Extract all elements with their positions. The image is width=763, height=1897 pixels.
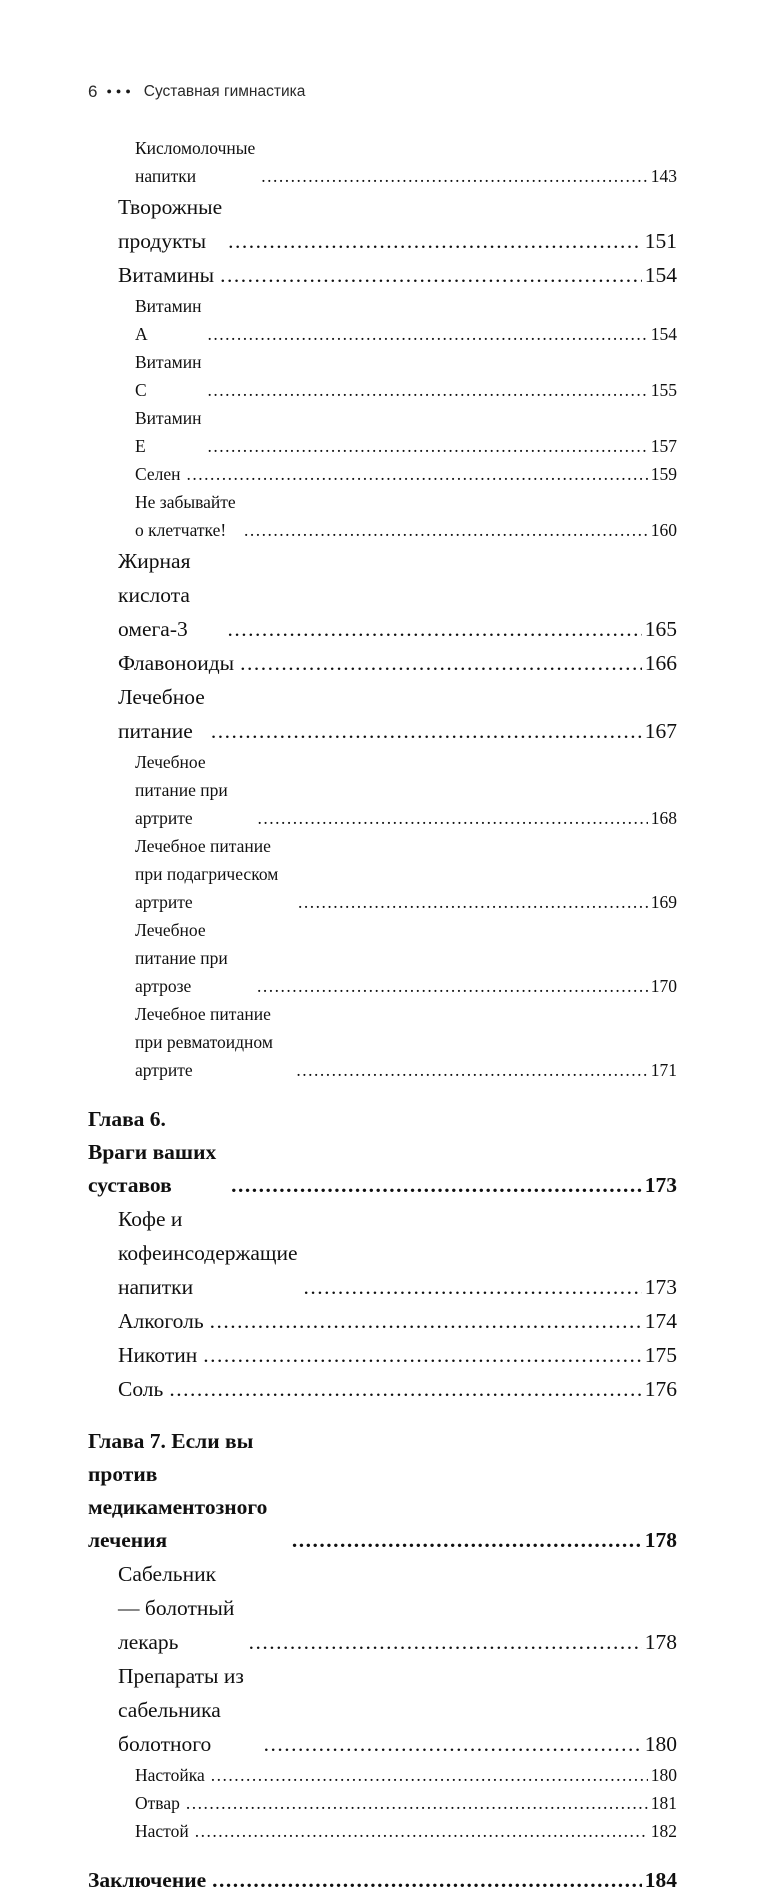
toc-leader-dots	[257, 972, 648, 1000]
toc-page-number: 180	[644, 1732, 677, 1756]
toc-item	[118, 1372, 677, 1406]
toc-page-number: 175	[644, 1343, 677, 1367]
toc-leader-dots	[210, 1304, 642, 1338]
toc-page-number: 178	[644, 1528, 677, 1552]
toc-leader-dots	[228, 224, 642, 258]
toc-item	[135, 916, 677, 1000]
toc-page-number: 154	[650, 324, 677, 344]
toc-item-title: Кисломолочные напитки	[135, 138, 256, 186]
toc-item-title: Витамин Е	[135, 408, 202, 456]
header-page-number: 6	[88, 82, 98, 101]
toc-leader-dots	[187, 460, 648, 488]
toc-page-number: 173	[644, 1275, 677, 1299]
toc-item	[118, 258, 677, 292]
toc-leader-dots	[231, 1169, 642, 1202]
toc-item	[135, 1789, 677, 1817]
toc-item-title: Глава 6. Враги ваших суставов	[88, 1107, 217, 1197]
toc-item	[135, 1761, 677, 1789]
toc-page-number: 143	[650, 166, 677, 186]
toc-item-title: Лечебное питание при подагрическом артрите	[135, 836, 279, 912]
toc-page-number: 184	[644, 1868, 677, 1892]
toc-leader-dots	[207, 320, 647, 348]
toc-item	[135, 1000, 677, 1084]
toc-item	[135, 292, 677, 348]
toc-item	[118, 646, 677, 680]
toc-item	[135, 134, 677, 190]
toc-item	[118, 1557, 677, 1659]
toc-item	[135, 748, 677, 832]
toc-leader-dots	[211, 1761, 648, 1789]
toc-leader-dots	[169, 1372, 641, 1406]
toc-item	[118, 1202, 677, 1304]
toc-item-title: Лечебное питание при артрите	[135, 752, 228, 828]
toc-leader-dots	[296, 1056, 647, 1084]
toc-item	[135, 488, 677, 544]
toc-page-number: 157	[650, 436, 677, 456]
toc-leader-dots	[240, 646, 642, 680]
toc-page-number: 171	[650, 1060, 677, 1080]
toc-page-number: 170	[650, 976, 677, 996]
toc-leader-dots	[207, 376, 647, 404]
header-bullets-icon: ●●●	[106, 85, 135, 96]
toc-page-number: 168	[650, 808, 677, 828]
toc-item-title: Препараты из сабельника болотного	[118, 1664, 244, 1756]
toc-item-title: Витамин С	[135, 352, 202, 400]
toc-page-number: 174	[644, 1309, 677, 1333]
toc-item-title: Лечебное питание	[118, 685, 205, 743]
running-title: Суставная гимнастика	[143, 83, 306, 100]
toc-leader-dots	[249, 1625, 642, 1659]
toc-page-number: 159	[650, 464, 677, 484]
toc-item	[118, 1659, 677, 1761]
toc-item-title: Соль	[118, 1377, 164, 1401]
toc-page-number: 180	[650, 1765, 677, 1785]
toc-leader-dots	[212, 1864, 642, 1897]
toc-page-number: 151	[644, 229, 677, 253]
toc-item-title: Флавоноиды	[118, 651, 235, 675]
toc-item	[118, 544, 677, 646]
toc-item-title: Кофе и кофеинсодержащие напитки	[118, 1207, 298, 1299]
toc-item-title: Отвар	[135, 1793, 180, 1813]
toc-page-number: 178	[644, 1630, 677, 1654]
toc-item	[88, 1425, 677, 1557]
toc-leader-dots	[207, 432, 647, 460]
toc-leader-dots	[258, 804, 648, 832]
toc-page-number: 160	[650, 520, 677, 540]
toc-leader-dots	[244, 516, 648, 544]
toc-page-number: 169	[650, 892, 677, 912]
toc-leader-dots	[227, 612, 641, 646]
toc-page-number: 181	[650, 1793, 677, 1813]
toc-leader-dots	[195, 1817, 648, 1845]
toc-leader-dots	[203, 1338, 641, 1372]
toc-item-title: Лечебное питание при ревматоидном артрите	[135, 1004, 273, 1080]
toc-page-number: 154	[644, 263, 677, 287]
toc-item-title: Алкоголь	[118, 1309, 204, 1333]
toc-item	[88, 1864, 677, 1897]
toc-page-number: 176	[644, 1377, 677, 1401]
toc-item	[135, 460, 677, 488]
toc-leader-dots	[211, 714, 642, 748]
toc-item	[118, 680, 677, 748]
toc-page-number: 155	[650, 380, 677, 400]
toc-item-title: Глава 7. Если вы против медикаментозного лечения	[88, 1429, 268, 1552]
toc-item-title: Лечебное питание при артрозе	[135, 920, 228, 996]
toc-item-title: Настой	[135, 1821, 189, 1841]
toc-item	[88, 1103, 677, 1202]
toc-leader-dots	[304, 1270, 642, 1304]
toc-leader-dots	[264, 1727, 642, 1761]
toc-page-number: 167	[644, 719, 677, 743]
toc-item-title: Творожные продукты	[118, 195, 223, 253]
toc-item	[118, 1304, 677, 1338]
toc-item-title: Настойка	[135, 1765, 205, 1785]
toc-item-title: Селен	[135, 464, 181, 484]
toc-item-title: Не забывайте о клетчатке!	[135, 492, 236, 540]
running-header	[88, 82, 677, 102]
toc-item-title: Никотин	[118, 1343, 198, 1367]
toc-item	[135, 1817, 677, 1845]
toc-page-number: 166	[644, 651, 677, 675]
toc-leader-dots	[220, 258, 642, 292]
toc-page-number: 165	[644, 617, 677, 641]
toc-item-title: Сабельник — болотный лекарь	[118, 1562, 235, 1654]
toc-item	[118, 190, 677, 258]
table-of-contents	[88, 134, 677, 1897]
toc-item	[135, 348, 677, 404]
toc-item-title: Витамины	[118, 263, 215, 287]
toc-leader-dots	[298, 888, 648, 916]
toc-leader-dots	[186, 1789, 648, 1817]
toc-leader-dots	[261, 162, 647, 190]
toc-item-title: Заключение	[88, 1868, 207, 1892]
toc-leader-dots	[292, 1524, 642, 1557]
toc-page-number: 173	[644, 1173, 677, 1197]
toc-item-title: Витамин А	[135, 296, 202, 344]
toc-item	[135, 404, 677, 460]
toc-page-number: 182	[650, 1821, 677, 1841]
toc-item-title: Жирная кислота омега-3	[118, 549, 191, 641]
toc-item	[118, 1338, 677, 1372]
toc-item	[135, 832, 677, 916]
